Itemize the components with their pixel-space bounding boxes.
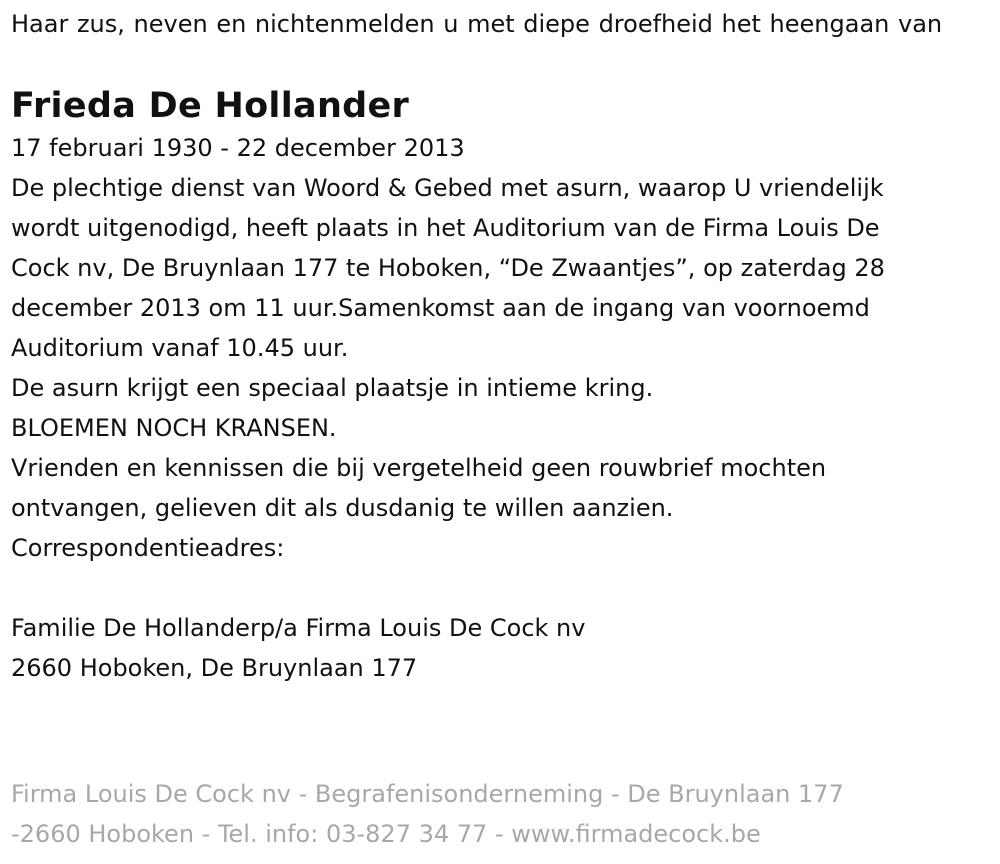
footer-line-2: -2660 Hoboken - Tel. info: 03-827 34 77 - www.firmadecock.be [11,820,761,848]
notice-body [11,128,986,688]
body-line: Vrienden en kennissen die bij vergetelheid geen rouwbrief mochten [11,454,827,482]
address-line-1: Familie De Hollanderp/a Firma Louis De Cock nv [11,614,586,642]
footer [11,774,986,854]
body-line: december 2013 om 11 uur.Samenkomst aan de ingang van voornoemd [11,294,870,322]
body-line: wordt uitgenodigd, heeft plaats in het Auditorium van de Firma Louis De [11,214,880,242]
obituary-notice [11,4,986,688]
address-line-2: 2660 Hoboken, De Bruynlaan 177 [11,654,418,682]
intro-text: Haar zus, neven en nichtenmelden u met diepe droefheid het heengaan van [11,10,943,38]
body-line: ontvangen, gelieven dit als dusdanig te willen aanzien. [11,494,674,522]
body-line: De asurn krijgt een speciaal plaatsje in intieme kring. [11,374,654,402]
body-line: Auditorium vanaf 10.45 uur. [11,334,349,362]
body-line: BLOEMEN NOCH KRANSEN. [11,414,337,442]
spacer [11,568,986,608]
deceased-name: Frieda De Hollander [11,86,410,126]
body-line: De plechtige dienst van Woord & Gebed met asurn, waarop U vriendelijk [11,174,884,202]
footer-line-1: Firma Louis De Cock nv - Begrafenisonderneming - De Bruynlaan 177 [11,780,844,808]
body-line: Cock nv, De Bruynlaan 177 te Hoboken, “De Zwaantjes”, op zaterdag 28 [11,254,885,282]
life-dates: 17 februari 1930 - 22 december 2013 [11,134,465,162]
correspondence-label: Correspondentieadres: [11,534,285,562]
